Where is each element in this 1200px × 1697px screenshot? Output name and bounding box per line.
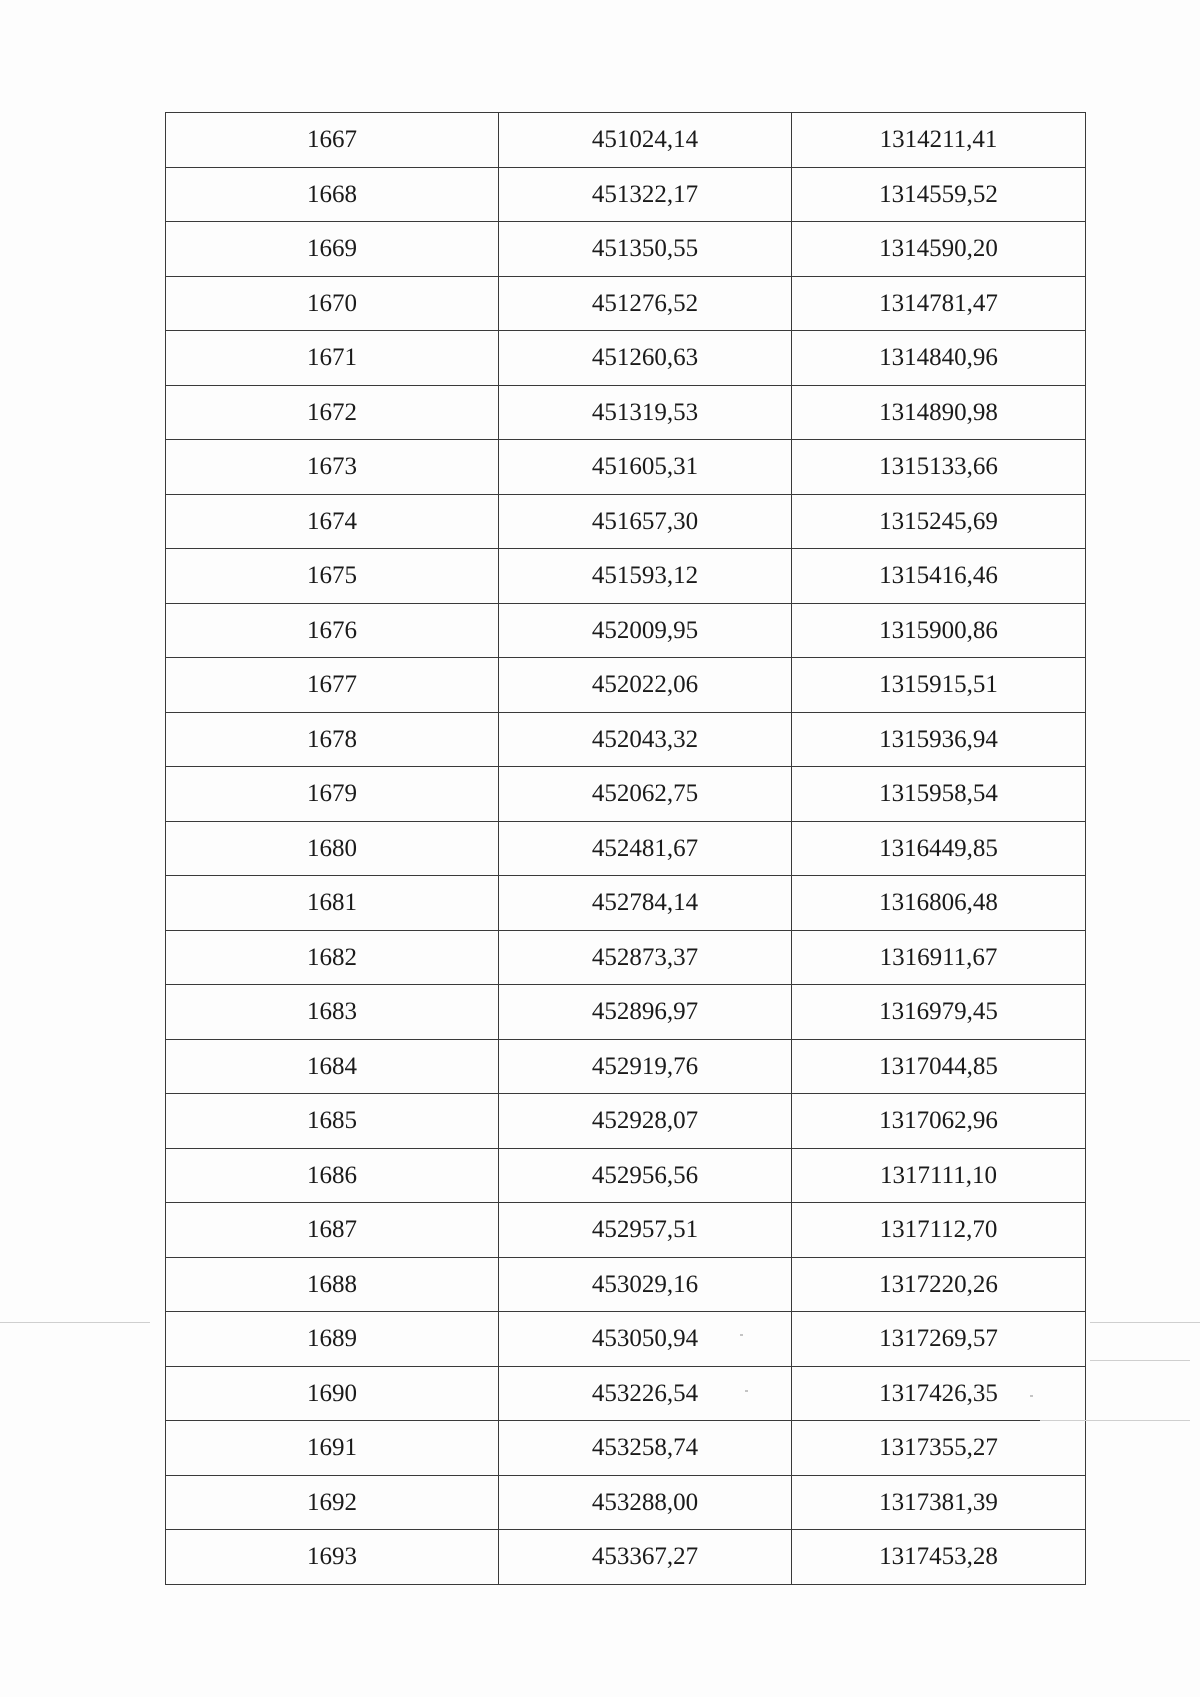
table-cell-x: 453050,94 [499,1312,792,1367]
table-row [166,494,1086,549]
scan-speck [1030,1395,1033,1397]
table-cell-x: 451322,17 [499,167,792,222]
scan-speck [745,1390,748,1392]
table-cell-y: 1317453,28 [792,1530,1086,1585]
table-row [166,821,1086,876]
table-cell-x: 452481,67 [499,821,792,876]
table-cell-y: 1317112,70 [792,1203,1086,1258]
table-row [166,1094,1086,1149]
table-cell-x: 452873,37 [499,930,792,985]
table-row [166,1366,1086,1421]
scan-artifact [0,1322,150,1323]
table-cell-x: 453029,16 [499,1257,792,1312]
table-cell-y: 1317111,10 [792,1148,1086,1203]
table-cell-y: 1317269,57 [792,1312,1086,1367]
table-cell-point: 1669 [166,222,499,277]
table-cell-x: 453288,00 [499,1475,792,1530]
table-cell-point: 1691 [166,1421,499,1476]
table-row [166,1148,1086,1203]
table-cell-x: 452022,06 [499,658,792,713]
table-cell-x: 453226,54 [499,1366,792,1421]
table-cell-point: 1672 [166,385,499,440]
table-cell-x: 451593,12 [499,549,792,604]
table-cell-x: 452928,07 [499,1094,792,1149]
coordinates-table [165,112,1086,1585]
table-cell-y: 1317426,35 [792,1366,1086,1421]
table-row [166,876,1086,931]
coordinates-table-body [166,113,1086,1585]
table-row [166,658,1086,713]
table-cell-y: 1316979,45 [792,985,1086,1040]
table-cell-point: 1668 [166,167,499,222]
table-cell-point: 1682 [166,930,499,985]
table-cell-x: 453367,27 [499,1530,792,1585]
scan-artifact [1040,1420,1190,1421]
table-cell-point: 1687 [166,1203,499,1258]
table-cell-y: 1314559,52 [792,167,1086,222]
table-cell-point: 1684 [166,1039,499,1094]
table-cell-point: 1679 [166,767,499,822]
table-cell-y: 1317381,39 [792,1475,1086,1530]
table-cell-x: 452009,95 [499,603,792,658]
table-cell-y: 1314890,98 [792,385,1086,440]
table-row [166,1257,1086,1312]
table-row [166,385,1086,440]
table-row [166,930,1086,985]
table-cell-point: 1676 [166,603,499,658]
table-cell-y: 1317062,96 [792,1094,1086,1149]
table-row [166,767,1086,822]
table-cell-y: 1317355,27 [792,1421,1086,1476]
table-cell-point: 1675 [166,549,499,604]
scan-speck [740,1334,743,1336]
table-cell-y: 1315245,69 [792,494,1086,549]
table-cell-point: 1690 [166,1366,499,1421]
table-row [166,1203,1086,1258]
table-cell-y: 1314781,47 [792,276,1086,331]
table-cell-point: 1670 [166,276,499,331]
table-cell-x: 451605,31 [499,440,792,495]
table-cell-x: 451260,63 [499,331,792,386]
table-cell-point: 1686 [166,1148,499,1203]
table-row [166,222,1086,277]
table-cell-point: 1683 [166,985,499,1040]
table-row [166,276,1086,331]
table-row [166,1530,1086,1585]
table-cell-point: 1667 [166,113,499,168]
table-cell-point: 1693 [166,1530,499,1585]
table-cell-x: 451657,30 [499,494,792,549]
table-cell-point: 1685 [166,1094,499,1149]
table-cell-point: 1680 [166,821,499,876]
table-cell-point: 1692 [166,1475,499,1530]
table-cell-y: 1314211,41 [792,113,1086,168]
table-cell-x: 452043,32 [499,712,792,767]
table-cell-point: 1677 [166,658,499,713]
table-cell-y: 1314590,20 [792,222,1086,277]
table-cell-point: 1673 [166,440,499,495]
table-cell-y: 1316449,85 [792,821,1086,876]
table-cell-y: 1317220,26 [792,1257,1086,1312]
table-cell-point: 1674 [166,494,499,549]
table-cell-x: 453258,74 [499,1421,792,1476]
table-cell-x: 452956,56 [499,1148,792,1203]
scan-artifact [1090,1322,1200,1323]
table-cell-point: 1671 [166,331,499,386]
table-row [166,985,1086,1040]
table-cell-x: 451024,14 [499,113,792,168]
table-row [166,603,1086,658]
table-cell-point: 1689 [166,1312,499,1367]
table-cell-point: 1688 [166,1257,499,1312]
table-cell-y: 1317044,85 [792,1039,1086,1094]
table-row [166,712,1086,767]
table-cell-x: 452062,75 [499,767,792,822]
table-row [166,167,1086,222]
table-cell-y: 1315915,51 [792,658,1086,713]
table-cell-point: 1681 [166,876,499,931]
table-cell-y: 1315936,94 [792,712,1086,767]
table-cell-y: 1315133,66 [792,440,1086,495]
table-cell-x: 451350,55 [499,222,792,277]
table-cell-x: 452957,51 [499,1203,792,1258]
table-cell-x: 452784,14 [499,876,792,931]
table-cell-x: 451276,52 [499,276,792,331]
table-cell-y: 1316806,48 [792,876,1086,931]
table-cell-y: 1315958,54 [792,767,1086,822]
table-row [166,549,1086,604]
table-row [166,440,1086,495]
table-row [166,1475,1086,1530]
table-row [166,331,1086,386]
table-cell-x: 452919,76 [499,1039,792,1094]
table-cell-point: 1678 [166,712,499,767]
table-cell-y: 1316911,67 [792,930,1086,985]
table-cell-y: 1315900,86 [792,603,1086,658]
table-row [166,1421,1086,1476]
table-row [166,1312,1086,1367]
scan-artifact [1090,1360,1190,1361]
table-cell-x: 452896,97 [499,985,792,1040]
table-cell-y: 1315416,46 [792,549,1086,604]
table-row [166,1039,1086,1094]
table-cell-y: 1314840,96 [792,331,1086,386]
table-cell-x: 451319,53 [499,385,792,440]
table-row [166,113,1086,168]
